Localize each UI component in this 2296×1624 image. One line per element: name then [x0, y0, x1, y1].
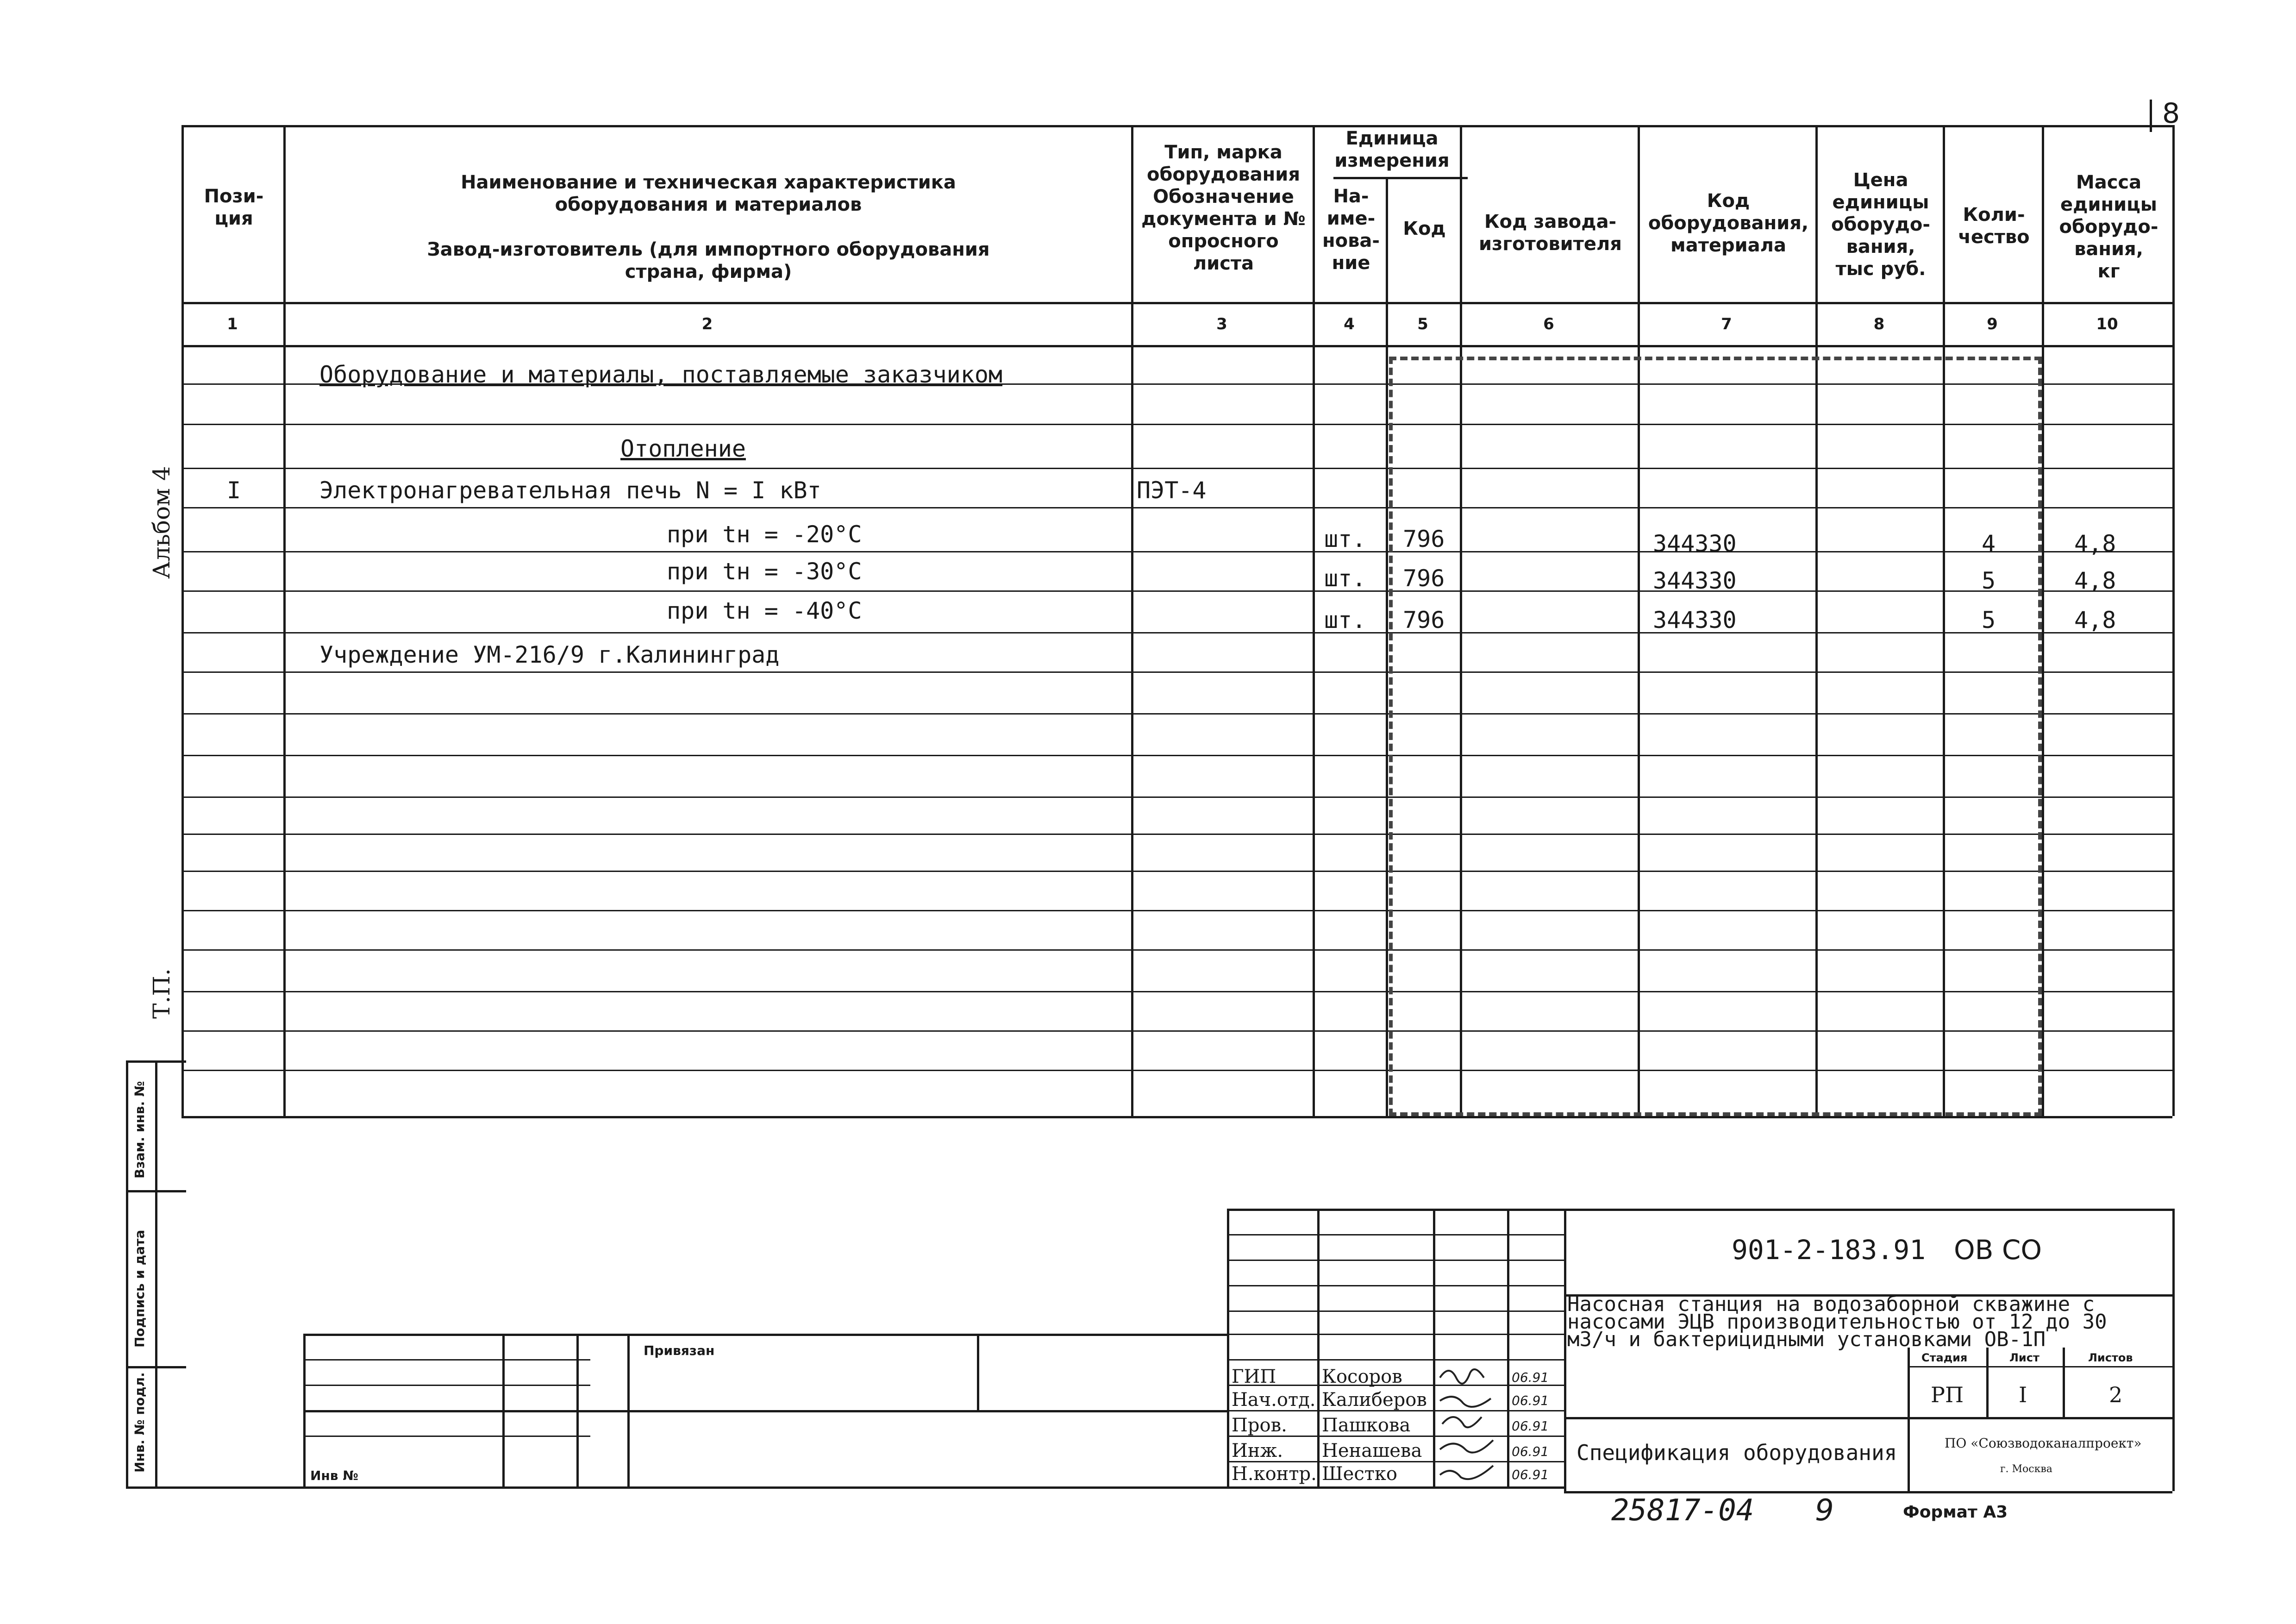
bind-line [576, 1334, 579, 1486]
variant-qty: 5 [1982, 567, 1996, 594]
signer-name: Ненашева [1322, 1440, 1422, 1461]
doc-name: Спецификация оборудования [1577, 1440, 1897, 1465]
stamp-line [2172, 1209, 2175, 1491]
sheet-value: I [2019, 1382, 2027, 1407]
signer-date: 06.91 [1512, 1467, 1549, 1482]
signer-role: ГИП [1232, 1366, 1276, 1387]
stamp-line [1227, 1209, 1229, 1486]
inv-no-label: Инв № [310, 1468, 358, 1483]
stamp-row-line [1227, 1359, 1564, 1361]
col-number: 6 [1543, 315, 1554, 333]
bind-line [303, 1359, 590, 1361]
signer-name: Косоров [1322, 1366, 1402, 1387]
signer-date: 06.91 [1512, 1444, 1549, 1459]
header-name: Наименование и техническая характеристика оборудования и материалов [461, 172, 956, 215]
variant-mass: 4,8 [2074, 567, 2116, 594]
org-line2: г. Москва [2000, 1463, 2052, 1475]
signer-name: Шестко [1322, 1463, 1397, 1485]
col-number: 2 [701, 315, 713, 333]
stamp-row-line [1227, 1334, 1564, 1335]
variant-qty: 5 [1982, 607, 1996, 633]
item-type: ПЭТ-4 [1137, 477, 1207, 504]
col-number: 7 [1721, 315, 1732, 333]
stage-label: Стадия [1921, 1351, 1968, 1364]
stamp-row-line [1227, 1234, 1564, 1235]
sheets-value: 2 [2109, 1382, 2123, 1407]
header-quantity: Коли- чество [1958, 204, 2030, 248]
stamp-line [1564, 1209, 1566, 1491]
unit-group-divider [1333, 177, 1468, 179]
side-tp: Т.П. [148, 968, 175, 1019]
variant-material: 344330 [1653, 567, 1737, 594]
variant-material: 344330 [1653, 607, 1737, 633]
signature-marks [1435, 1359, 1505, 1484]
header-bottom-border [181, 302, 2172, 304]
stamp-row-line [1227, 1285, 1564, 1286]
bind-line [303, 1334, 306, 1486]
variant-code: 796 [1403, 565, 1445, 592]
header-mass: Масса единицы оборудо- вания, кг [2059, 172, 2158, 282]
col-border-1 [283, 125, 286, 1116]
subsection-title: Отопление [620, 435, 746, 462]
object-title-line: Насосная станция на водозаборной скважине с [1567, 1292, 2095, 1316]
stage-value: РП [1931, 1382, 1964, 1407]
dashed-region-box [1389, 357, 2042, 1116]
doc-suffix: ОВ СО [1954, 1234, 2042, 1266]
col-number: 10 [2096, 315, 2118, 333]
footer-num: 9 [1815, 1493, 1834, 1528]
variant-unit: шт. [1324, 607, 1366, 633]
col-number: 8 [1873, 315, 1885, 333]
bind-line [502, 1334, 505, 1486]
col-border-3 [1313, 125, 1315, 1116]
privyazan-label: Привязан [644, 1343, 715, 1358]
variant-material: 344330 [1653, 530, 1737, 557]
stamp-row-line [1227, 1310, 1564, 1312]
strip-line [155, 1060, 157, 1486]
stamp-line [1986, 1348, 1989, 1417]
object-title-line: м3/ч и бактерицидными установками ОВ-1П [1567, 1328, 2046, 1351]
signer-date: 06.91 [1512, 1370, 1549, 1385]
variant-qty: 4 [1982, 530, 1996, 557]
col-border-9 [2042, 125, 2044, 1116]
table-bottom-border [181, 1116, 2172, 1118]
variant-unit: шт. [1324, 565, 1366, 592]
col-border-2 [1131, 125, 1133, 1116]
stamp-line [1908, 1348, 1910, 1491]
item-position: I [227, 477, 241, 504]
variant-label: при tн = -40°С [667, 597, 862, 624]
signer-role: Пров. [1232, 1415, 1287, 1436]
header-unit-group: Единица измерения [1334, 128, 1450, 171]
side-vzam: Взам. инв. № [132, 1081, 147, 1179]
doc-code: 901-2-183.91 [1732, 1234, 1926, 1266]
item-name: Электронагревательная печь N = I кВт [319, 477, 821, 504]
org-line1: ПО «Союзводоканалпроект» [1945, 1436, 2142, 1451]
variant-label: при tн = -20°С [667, 521, 862, 548]
header-unit-code: Код [1403, 218, 1446, 239]
object-title-line: насосами ЭЦВ производительностью от 12 до 30 [1567, 1310, 2107, 1334]
stamp-line [1227, 1209, 2172, 1211]
sheet-label: Лист [2009, 1351, 2039, 1364]
col-border-10 [2172, 125, 2175, 1116]
side-album: Альбом 4 [148, 466, 175, 579]
header-factory-code: Код завода- изготовителя [1479, 211, 1622, 255]
stamp-row-line [1227, 1260, 1564, 1261]
header-price: Цена единицы оборудо- вания, тыс руб. [1831, 169, 1930, 280]
signer-date: 06.91 [1512, 1393, 1549, 1408]
page-number: 8 [2162, 97, 2180, 130]
col-number: 5 [1417, 315, 1428, 333]
number-row-border [181, 345, 2172, 347]
variant-label: при tн = -30°С [667, 558, 862, 585]
col-number: 4 [1344, 315, 1355, 333]
variant-unit: шт. [1324, 526, 1366, 552]
header-material-code: Код оборудования, материала [1648, 190, 1809, 256]
side-inv: Инв. № подл. [132, 1372, 147, 1473]
header-unit-name: На- име- нова- ние [1322, 186, 1380, 274]
object-title [1567, 1292, 2107, 1351]
side-podpis: Подпись и дата [132, 1229, 147, 1348]
signer-role: Нач.отд. [1232, 1389, 1316, 1411]
col-number: 1 [227, 315, 238, 333]
format-label: Формат А3 [1903, 1503, 2008, 1522]
variant-code: 796 [1403, 607, 1445, 633]
bind-line [303, 1385, 590, 1386]
bind-line [303, 1436, 590, 1437]
bind-line [977, 1334, 979, 1410]
stamp-line [2063, 1348, 2065, 1417]
bind-line [126, 1486, 1228, 1489]
variant-mass: 4,8 [2074, 530, 2116, 557]
variant-mass: 4,8 [2074, 607, 2116, 633]
col-number: 9 [1987, 315, 1998, 333]
signer-date: 06.91 [1512, 1418, 1549, 1434]
bind-line [303, 1410, 1227, 1412]
stamp-line [1507, 1209, 1509, 1486]
stamp-line [1908, 1366, 2172, 1367]
stamp-line [1564, 1417, 2172, 1419]
signer-role: Н.контр. [1232, 1463, 1317, 1485]
manufacturer: Учреждение УМ-216/9 г.Калининград [319, 641, 780, 668]
strip-line [126, 1060, 128, 1486]
stamp-line [1317, 1209, 1320, 1486]
col-border-0 [181, 125, 184, 1116]
signer-role: Инж. [1232, 1440, 1283, 1461]
section-title: Оборудование и материалы, поставляемые заказчиком [319, 361, 1003, 388]
bind-line [627, 1334, 630, 1486]
stamp-line [1227, 1486, 1564, 1489]
signer-name: Пашкова [1322, 1415, 1411, 1436]
col-number: 3 [1216, 315, 1227, 333]
signer-name: Калиберов [1322, 1389, 1427, 1411]
bind-line [303, 1334, 1227, 1336]
header-type: Тип, марка оборудования Обозначение документа и № опросного листа [1141, 142, 1306, 274]
variant-code: 796 [1403, 526, 1445, 552]
header-position: Пози- ция [204, 186, 264, 229]
table-top-border [181, 125, 2172, 127]
sheets-label: Листов [2088, 1351, 2133, 1364]
header-manufacturer: Завод-изготовитель (для импортного оборудования страна, фирма) [427, 239, 990, 282]
footer-code: 25817-04 [1611, 1493, 1754, 1528]
